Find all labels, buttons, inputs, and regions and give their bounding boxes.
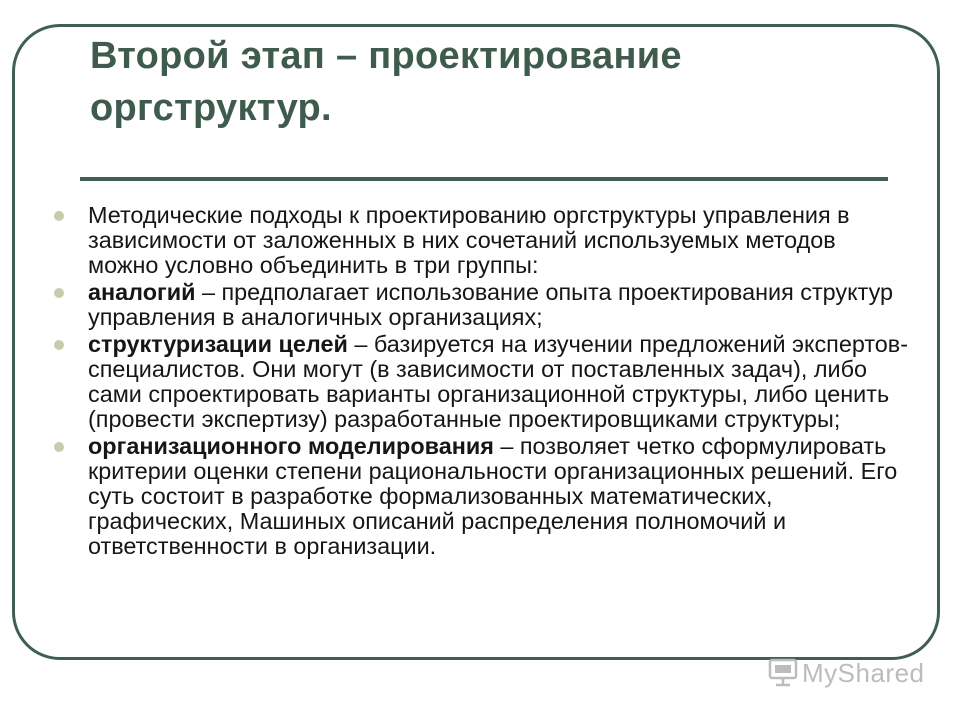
bullet-dot-icon <box>54 288 64 298</box>
bullet-term: организационного моделирования <box>88 433 494 459</box>
bullet-item-analogy <box>50 280 910 330</box>
presentation-icon <box>768 658 798 688</box>
bullet-item-org-modeling <box>50 434 910 559</box>
bullet-text: Методические подходы к проектированию оргструктуры управления в зависимости от заложенных в них сочетаний используемых методов можно условно объединить в три группы: <box>88 202 850 278</box>
bullet-term: аналогий <box>88 279 196 305</box>
bullet-dot-icon <box>54 340 64 350</box>
bullet-dot-icon <box>54 442 64 452</box>
slide-title: Второй этап – проектирование оргструктур. <box>90 35 682 129</box>
title-divider <box>80 177 888 181</box>
bullet-text: – базируется на изучении предложений экспертов-специалистов. Они могут (в зависимости от поставленных задач), либо сами спроектировать варианты организационной структуры, либо ценить (провести экспертизу) разработанные проектировщиками структуры; <box>88 331 909 432</box>
bullet-text: – предполагает использование опыта проектирования структур управления в аналогичных организациях; <box>88 279 894 330</box>
bullet-list <box>50 203 910 561</box>
bullet-term: структуризации целей <box>88 331 348 357</box>
bullet-dot-icon <box>54 211 64 221</box>
bullet-text: – позволяет четко сформулировать критерии оценки степени рациональности организационных решений. Его суть состоит в разработке формализованных математических, графических, Машиных описаний распределения полномочий и ответственности в организации. <box>88 433 898 559</box>
watermark-text: MyShared <box>802 657 925 688</box>
bullet-item-goal-structuring <box>50 332 910 432</box>
watermark <box>768 655 925 691</box>
bullet-item-intro <box>50 203 910 278</box>
